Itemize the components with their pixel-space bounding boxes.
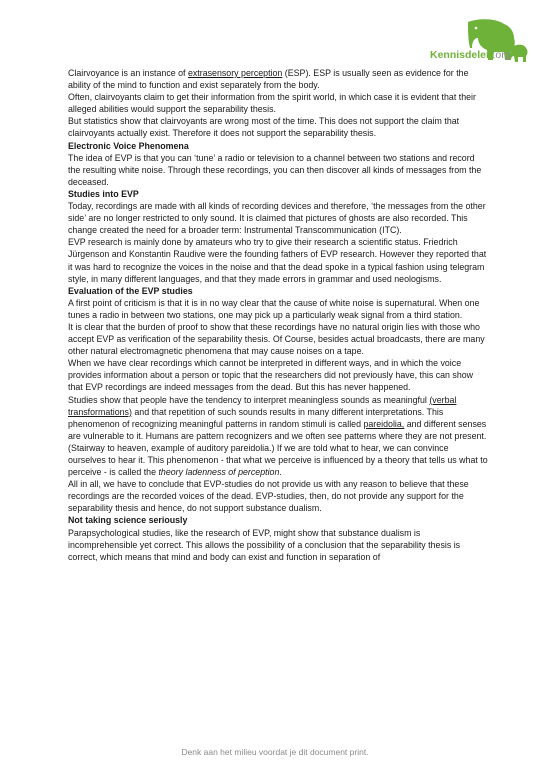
document-body (68, 67, 488, 563)
paragraph: Clairvoyance is an instance of extrasensory perception (ESP). ESP is usually seen as evidence for the ability of the mind to function and exist separately from the body. (68, 68, 469, 91)
link-verbal-transformations[interactable]: (verbal transformations) (68, 394, 457, 417)
paragraph: It is clear that the burden of proof to show that these recordings have no natural origin lies with those who accept EVP as verification of the separability thesis. Of Course, besides actual broadcasts, there are many other natural electromagnetic phenomena that may cause noises on a tape. (68, 321, 485, 357)
section-heading: Evaluation of the EVP studies (68, 285, 193, 296)
paragraph: EVP research is mainly done by amateurs who try to give their research a scientific status. Friedrich Jürgenson and Konstantin Raudive were the founding fathers of EVP research. However they reported that it was hard to recognize the voices in the noise and that the dead spoke in a typical fashion using telegram style, in many different languages, and that they made errors in grammar and used neologisms. (68, 237, 487, 284)
paragraph: Parapsychological studies, like the research of EVP, might show that substance dualism is incomprehensible yet correct. This allows the possibility of a conclusion that the separability thesis is correct, which means that mind and body can exist and function in separation of (68, 527, 461, 562)
paragraph: Often, clairvoyants claim to get their information from the spirit world, in which case it is evident that their alleged abilities would support the separability thesis. (68, 92, 476, 115)
page-footer: Denk aan het milieu voordat je dit document print. (181, 747, 369, 757)
paragraph: When we have clear recordings which cannot be interpreted in different ways, and in which the voice provides information about a person or topic that the researchers did not previously have, this can show that EVP recordings are indeed messages from the dead. But this has never happened. (68, 358, 474, 393)
paragraph: Studies show that people have the tendency to interpret meaningless sounds as meaningful (verbal transformations) and that repetition of such sounds results in many different interpretations. This phenomenon of recognizing meaningful patterns in random stimuli is called pareidolia, and different senses are vulnerable to it. Humans are pattern recognizers and we often see patterns where they are not present. (Stairway to heaven, example of auditory pareidolia.) If we are told what to hear, we can convince ourselves to hear it. This phenomenon - that what we perceive is influenced by a theory that tells us what to perceive - is called the theory ladenness of perception. (68, 394, 488, 478)
section-heading: Not taking science seriously (68, 515, 188, 526)
section-heading: Studies into EVP (68, 188, 139, 199)
section-heading: Electronic Voice Phenomena (68, 140, 189, 151)
paragraph: Today, recordings are made with all kinds of recording devices and therefore, ‘the messages from the other side’ are no longer restricted to only sound. It is claimed that pictures of ghosts are also recorded. This change created the need for a broader term: Instrumental Transcommunication (ITC). (68, 201, 486, 236)
emphasis-theory-ladenness: theory ladenness of perception (158, 467, 280, 478)
logo-wordmark: Kennisdelen.org (430, 49, 511, 61)
paragraph: A first point of criticism is that it is in no way clear that the cause of white noise is supernatural. When one tunes a radio in between two stations, one may pick up a particularly weak signal from a third station. (68, 297, 480, 320)
paragraph: The idea of EVP is that you can ‘tune’ a radio or television to a channel between two stations and record the resulting white noise. Through these recordings, you can then discover all kinds of messages from the deceased. (68, 152, 482, 187)
link-extrasensory-perception[interactable]: extrasensory perception (187, 68, 283, 78)
paragraph: But statistics show that clairvoyants are wrong most of the time. This does not support the claim that clairvoyants actually exist. Therefore it does not support the separability thesis. (68, 116, 460, 139)
paragraph: All in all, we have to conclude that EVP-studies do not provide us with any reason to believe that these recordings are the recorded voices of the dead. EVP-studies, then, do not provide any support for the separability thesis and hence, do not support substance dualism. (68, 479, 469, 514)
link-pareidolia[interactable]: pareidolia, (363, 418, 405, 429)
